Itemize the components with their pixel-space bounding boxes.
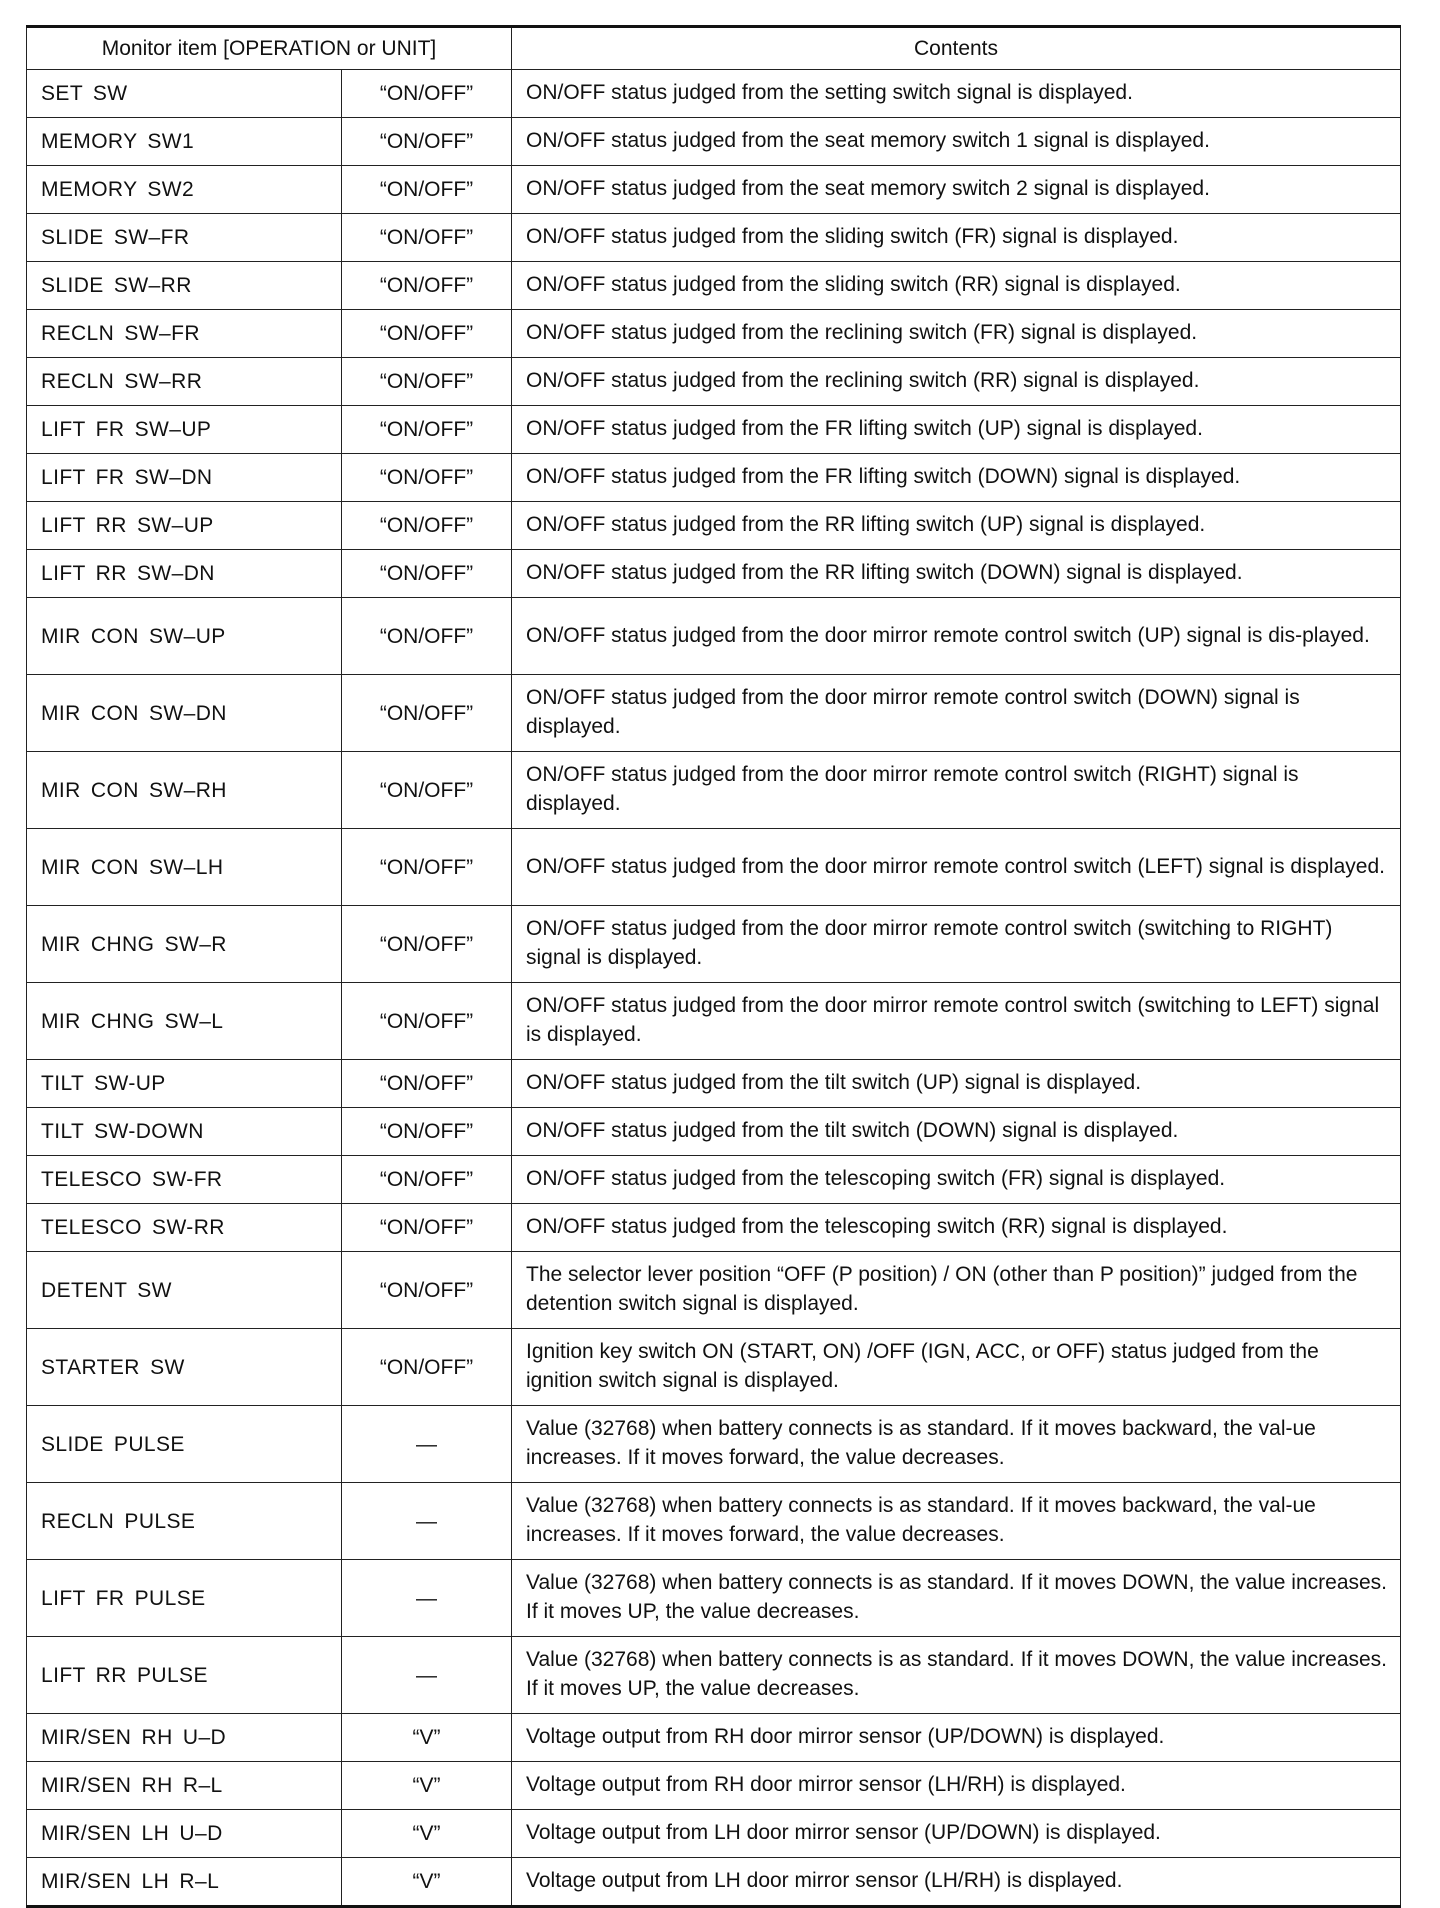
table-row	[27, 550, 1401, 598]
table-row	[27, 598, 1401, 675]
unit-cell: “ON/OFF”	[342, 1329, 512, 1406]
table-row	[27, 1560, 1401, 1637]
header-contents: Contents	[512, 27, 1401, 70]
contents-cell: ON/OFF status judged from the door mirror remote control switch (UP) signal is dis-played.	[512, 598, 1401, 675]
contents-cell: ON/OFF status judged from the telescoping switch (FR) signal is displayed.	[512, 1156, 1401, 1204]
monitor-item-cell: MIR/SEN RH R–L	[27, 1762, 342, 1810]
monitor-item-cell: MEMORY SW1	[27, 118, 342, 166]
monitor-item-cell: DETENT SW	[27, 1252, 342, 1329]
unit-cell: “ON/OFF”	[342, 214, 512, 262]
unit-cell: “ON/OFF”	[342, 598, 512, 675]
contents-cell: ON/OFF status judged from the seat memory switch 2 signal is displayed.	[512, 166, 1401, 214]
table-row	[27, 214, 1401, 262]
contents-cell: ON/OFF status judged from the tilt switch (UP) signal is displayed.	[512, 1060, 1401, 1108]
unit-cell: “ON/OFF”	[342, 262, 512, 310]
table-body	[27, 70, 1401, 1907]
unit-cell: “ON/OFF”	[342, 118, 512, 166]
monitor-item-cell: MIR CON SW–LH	[27, 829, 342, 906]
unit-cell: “ON/OFF”	[342, 983, 512, 1060]
monitor-item-cell: SET SW	[27, 70, 342, 118]
monitor-item-cell: MIR CON SW–UP	[27, 598, 342, 675]
unit-cell: —	[342, 1483, 512, 1560]
monitor-item-cell: SLIDE SW–FR	[27, 214, 342, 262]
contents-cell: Value (32768) when battery connects is as standard. If it moves DOWN, the value increases. If it moves UP, the value decreases.	[512, 1637, 1401, 1714]
contents-cell: Voltage output from LH door mirror sensor (UP/DOWN) is displayed.	[512, 1810, 1401, 1858]
header-monitor-item: Monitor item [OPERATION or UNIT]	[27, 27, 512, 70]
monitor-item-cell: LIFT RR PULSE	[27, 1637, 342, 1714]
table-row	[27, 502, 1401, 550]
table-row	[27, 118, 1401, 166]
contents-cell: Voltage output from RH door mirror sensor (UP/DOWN) is displayed.	[512, 1714, 1401, 1762]
table-row	[27, 310, 1401, 358]
unit-cell: “ON/OFF”	[342, 675, 512, 752]
unit-cell: “ON/OFF”	[342, 310, 512, 358]
table-row	[27, 906, 1401, 983]
table-row	[27, 166, 1401, 214]
unit-cell: “ON/OFF”	[342, 502, 512, 550]
unit-cell: “ON/OFF”	[342, 1156, 512, 1204]
contents-cell: ON/OFF status judged from the RR lifting switch (UP) signal is displayed.	[512, 502, 1401, 550]
unit-cell: “V”	[342, 1762, 512, 1810]
table-row	[27, 1252, 1401, 1329]
contents-cell: ON/OFF status judged from the door mirror remote control switch (DOWN) signal is displayed.	[512, 675, 1401, 752]
table-row	[27, 70, 1401, 118]
monitor-item-cell: MIR CHNG SW–L	[27, 983, 342, 1060]
contents-cell: ON/OFF status judged from the telescoping switch (RR) signal is displayed.	[512, 1204, 1401, 1252]
unit-cell: “ON/OFF”	[342, 1108, 512, 1156]
unit-cell: “ON/OFF”	[342, 406, 512, 454]
monitor-item-cell: TILT SW-UP	[27, 1060, 342, 1108]
table-row	[27, 358, 1401, 406]
contents-cell: Value (32768) when battery connects is as standard. If it moves backward, the val-ue increases. If it moves forward, the value decreases.	[512, 1483, 1401, 1560]
contents-cell: ON/OFF status judged from the FR lifting switch (DOWN) signal is displayed.	[512, 454, 1401, 502]
unit-cell: “ON/OFF”	[342, 166, 512, 214]
table-header-row	[27, 27, 1401, 70]
table-row	[27, 1060, 1401, 1108]
monitor-item-cell: LIFT RR SW–DN	[27, 550, 342, 598]
contents-cell: The selector lever position “OFF (P position) / ON (other than P position)” judged from the detention switch signal is displayed.	[512, 1252, 1401, 1329]
monitor-item-cell: TELESCO SW-FR	[27, 1156, 342, 1204]
unit-cell: “V”	[342, 1714, 512, 1762]
table-row	[27, 1329, 1401, 1406]
monitor-item-cell: SLIDE SW–RR	[27, 262, 342, 310]
contents-cell: Value (32768) when battery connects is as standard. If it moves DOWN, the value increases. If it moves UP, the value decreases.	[512, 1560, 1401, 1637]
monitor-item-cell: TILT SW-DOWN	[27, 1108, 342, 1156]
monitor-item-cell: MEMORY SW2	[27, 166, 342, 214]
contents-cell: ON/OFF status judged from the sliding switch (FR) signal is displayed.	[512, 214, 1401, 262]
monitor-item-cell: LIFT FR PULSE	[27, 1560, 342, 1637]
contents-cell: ON/OFF status judged from the door mirror remote control switch (LEFT) signal is displayed.	[512, 829, 1401, 906]
unit-cell: “ON/OFF”	[342, 829, 512, 906]
monitor-item-cell: RECLN SW–RR	[27, 358, 342, 406]
contents-cell: ON/OFF status judged from the reclining switch (FR) signal is displayed.	[512, 310, 1401, 358]
contents-cell: Voltage output from RH door mirror sensor (LH/RH) is displayed.	[512, 1762, 1401, 1810]
table-row	[27, 454, 1401, 502]
table-row	[27, 1406, 1401, 1483]
table-row	[27, 1810, 1401, 1858]
unit-cell: “ON/OFF”	[342, 454, 512, 502]
unit-cell: “V”	[342, 1858, 512, 1907]
table-row	[27, 1108, 1401, 1156]
monitor-item-cell: RECLN PULSE	[27, 1483, 342, 1560]
unit-cell: “ON/OFF”	[342, 70, 512, 118]
contents-cell: ON/OFF status judged from the RR lifting switch (DOWN) signal is displayed.	[512, 550, 1401, 598]
contents-cell: ON/OFF status judged from the door mirror remote control switch (switching to RIGHT) signal is displayed.	[512, 906, 1401, 983]
contents-cell: Value (32768) when battery connects is as standard. If it moves backward, the val-ue increases. If it moves forward, the value decreases.	[512, 1406, 1401, 1483]
table-row	[27, 829, 1401, 906]
monitor-item-cell: MIR CON SW–RH	[27, 752, 342, 829]
monitor-item-cell: LIFT FR SW–DN	[27, 454, 342, 502]
monitor-item-cell: LIFT FR SW–UP	[27, 406, 342, 454]
contents-cell: ON/OFF status judged from the door mirror remote control switch (RIGHT) signal is displayed.	[512, 752, 1401, 829]
monitor-item-cell: MIR CON SW–DN	[27, 675, 342, 752]
table-row	[27, 262, 1401, 310]
table-row	[27, 675, 1401, 752]
table-row	[27, 406, 1401, 454]
contents-cell: ON/OFF status judged from the door mirror remote control switch (switching to LEFT) signal is displayed.	[512, 983, 1401, 1060]
monitor-item-table	[26, 25, 1401, 1908]
contents-cell: ON/OFF status judged from the setting switch signal is displayed.	[512, 70, 1401, 118]
monitor-item-cell: MIR/SEN LH U–D	[27, 1810, 342, 1858]
unit-cell: “ON/OFF”	[342, 1252, 512, 1329]
contents-cell: Voltage output from LH door mirror sensor (LH/RH) is displayed.	[512, 1858, 1401, 1907]
monitor-item-cell: RECLN SW–FR	[27, 310, 342, 358]
unit-cell: “ON/OFF”	[342, 358, 512, 406]
table-row	[27, 1637, 1401, 1714]
contents-cell: ON/OFF status judged from the FR lifting switch (UP) signal is displayed.	[512, 406, 1401, 454]
unit-cell: —	[342, 1406, 512, 1483]
contents-cell: ON/OFF status judged from the sliding switch (RR) signal is displayed.	[512, 262, 1401, 310]
unit-cell: —	[342, 1560, 512, 1637]
monitor-table-container	[26, 25, 1400, 1908]
contents-cell: ON/OFF status judged from the seat memory switch 1 signal is displayed.	[512, 118, 1401, 166]
unit-cell: “ON/OFF”	[342, 1060, 512, 1108]
unit-cell: “ON/OFF”	[342, 752, 512, 829]
contents-cell: ON/OFF status judged from the reclining switch (RR) signal is displayed.	[512, 358, 1401, 406]
monitor-item-cell: TELESCO SW-RR	[27, 1204, 342, 1252]
monitor-item-cell: SLIDE PULSE	[27, 1406, 342, 1483]
table-row	[27, 983, 1401, 1060]
table-row	[27, 1156, 1401, 1204]
table-row	[27, 1858, 1401, 1907]
monitor-item-cell: STARTER SW	[27, 1329, 342, 1406]
monitor-item-cell: MIR/SEN RH U–D	[27, 1714, 342, 1762]
table-row	[27, 1762, 1401, 1810]
table-row	[27, 752, 1401, 829]
table-row	[27, 1483, 1401, 1560]
contents-cell: Ignition key switch ON (START, ON) /OFF (IGN, ACC, or OFF) status judged from the ignition switch signal is displayed.	[512, 1329, 1401, 1406]
unit-cell: “ON/OFF”	[342, 1204, 512, 1252]
monitor-item-cell: LIFT RR SW–UP	[27, 502, 342, 550]
monitor-item-cell: MIR/SEN LH R–L	[27, 1858, 342, 1907]
unit-cell: “ON/OFF”	[342, 906, 512, 983]
table-row	[27, 1714, 1401, 1762]
contents-cell: ON/OFF status judged from the tilt switch (DOWN) signal is displayed.	[512, 1108, 1401, 1156]
table-row	[27, 1204, 1401, 1252]
monitor-item-cell: MIR CHNG SW–R	[27, 906, 342, 983]
unit-cell: “ON/OFF”	[342, 550, 512, 598]
unit-cell: —	[342, 1637, 512, 1714]
unit-cell: “V”	[342, 1810, 512, 1858]
